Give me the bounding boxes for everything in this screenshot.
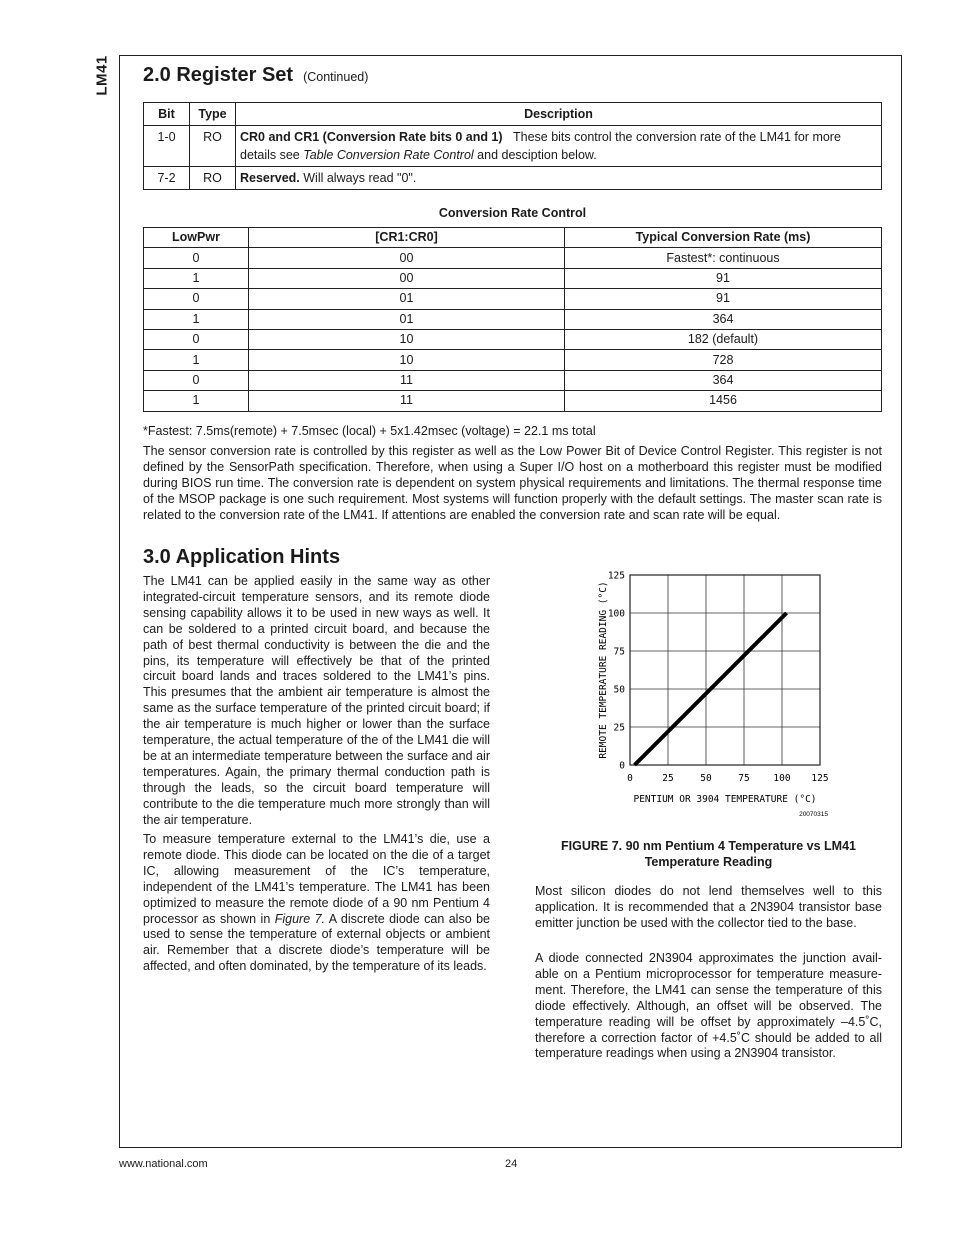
- x-tick-label: 75: [738, 773, 750, 784]
- table-row: [144, 167, 882, 190]
- cell: 0: [144, 248, 249, 268]
- table-row: [144, 391, 882, 411]
- x-axis-label: PENTIUM OR 3904 TEMPERATURE (°C): [633, 794, 817, 805]
- table-row: [144, 329, 882, 349]
- section-2-heading: 2.0 Register Set (Continued): [143, 64, 369, 86]
- figure-caption: FIGURE 7. 90 nm Pentium 4 Temperature vs LM41 Temperature Reading: [561, 839, 856, 869]
- y-tick-label: 50: [613, 684, 625, 696]
- cell: 1: [144, 268, 249, 288]
- y-tick-label: 25: [613, 722, 625, 734]
- cell: 1: [144, 391, 249, 411]
- rate-table-caption: Conversion Rate Control: [438, 206, 587, 220]
- cell: 0: [144, 370, 249, 390]
- table-row: [144, 370, 882, 390]
- cell: 1: [144, 350, 249, 370]
- left-paragraph-2: To measure temperature external to the LM41’s die, use a remote diode. This diode can be located on the die of a target IC, allowing measurement of the IC’s temperature, independent of the LM41’s temperature. The LM41 has been optimized to measure the remote diode of a 90 nm Pentium 4 processor as shown in Figure 7. A discrete diode can also be used to sense the temperature of external objects or ambient air. Remember that a discrete diode’s temperature will be affected, and often dominated, by the temperature of its leads.: [143, 832, 491, 974]
- cell: 11: [249, 391, 565, 411]
- table-row: [144, 126, 882, 167]
- cell-type: RO: [190, 126, 236, 167]
- header-lowpwr: LowPwr: [144, 228, 249, 248]
- table-row: [144, 248, 882, 268]
- footnote: *Fastest: 7.5ms(remote) + 7.5msec (local) + 5x1.42msec (voltage) = 22.1 ms total: [143, 424, 596, 438]
- temperature-chart: [580, 565, 855, 825]
- figure-id: 20070315: [799, 811, 828, 818]
- cell-bit: 1-0: [144, 126, 190, 167]
- cell: 1456: [565, 391, 882, 411]
- right-paragraph-2: A diode connected 2N3904 approximates the junction avail-able on a Pentium microprocessor for temperature measure-ment. Therefore, the LM41 can sense the temperature of this diode effectively. Although, an offset will be observed. The temperature reading will be offset by approximately –4.5˚C, therefore a correction factor of +4.5˚C should be added to all temperature readings when using a 2N3904 transistor.: [535, 951, 882, 1061]
- x-tick-label: 100: [773, 773, 791, 784]
- cell: 91: [565, 268, 882, 288]
- cell: 11: [249, 370, 565, 390]
- y-tick-label: 125: [607, 570, 625, 582]
- cell-description: Reserved. Will always read "0".: [236, 167, 882, 190]
- side-label: LM41: [93, 55, 111, 96]
- cell: 01: [249, 289, 565, 309]
- x-tick-label: 50: [700, 773, 712, 784]
- table-row: [144, 289, 882, 309]
- y-tick-label: 100: [607, 608, 625, 620]
- cell: 01: [249, 309, 565, 329]
- header-rate: Typical Conversion Rate (ms): [565, 228, 882, 248]
- cell: 91: [565, 289, 882, 309]
- cell-bit: 7-2: [144, 167, 190, 190]
- page-number: 24: [505, 1158, 518, 1170]
- y-tick-label: 75: [613, 646, 625, 658]
- cell: 728: [565, 350, 882, 370]
- x-tick-label: 125: [811, 773, 829, 784]
- cell: 364: [565, 370, 882, 390]
- cell: 10: [249, 350, 565, 370]
- header-description: Description: [236, 103, 882, 126]
- footer-url[interactable]: www.national.com: [119, 1158, 208, 1170]
- register-table: [143, 102, 882, 190]
- section-3-heading: 3.0 Application Hints: [143, 546, 341, 568]
- cell: 0: [144, 289, 249, 309]
- cell: Fastest*: continuous: [565, 248, 882, 268]
- x-tick-label: 0: [627, 773, 633, 784]
- header-cr: [CR1:CR0]: [249, 228, 565, 248]
- sensor-paragraph: The sensor conversion rate is controlled by this register as well as the Low Power Bit of Device Control Register. This register is not defined by the SensorPath specification. Therefore, when using a Super I/O host on a motherboard this register must be modified during BIOS run time. The conversion rate is dependent on system physical requirements and limitations. The thermal response time of the MSOP package is one such requirement. Most systems will function properly with the default settings. The master scan rate is related to the conversion rate of the LM41. If attentions are enabled the conversion rate and scan rate will be equal.: [143, 444, 882, 522]
- header-bit: Bit: [144, 103, 190, 126]
- cell: 00: [249, 248, 565, 268]
- x-tick-label: 25: [662, 773, 674, 784]
- y-tick-label: 0: [619, 760, 625, 772]
- cell-type: RO: [190, 167, 236, 190]
- y-axis-label: REMOTE TEMPERATURE READING (°C): [598, 581, 609, 759]
- table-row: [144, 350, 882, 370]
- conversion-rate-table: [143, 227, 882, 412]
- cell: 364: [565, 309, 882, 329]
- plot-frame: [630, 575, 820, 765]
- left-paragraph-1: The LM41 can be applied easily in the same way as other integrated-circuit temperature sensors, and its remote diode sensing capability allows it to be used in new ways as well. It can be soldered to a printed circuit board, and because the path of best thermal conductivity is between the die and the pins, its temperature will effectively be that of the printed circuit board lands and traces soldered to the LM41’s pins. This presumes that the ambient air temperature is almost the same as the surface temperature of the printed circuit board; if the air temperature is much higher or lower than the surface temperature, the actual temperature of the of the LM41 die will be at an intermediate temperature between the surface and air temperatures. Again, the primary thermal conduction path is through the leads, so the circuit board temperature will contribute to the die temperature much more strongly than will the air temperature.: [143, 574, 490, 827]
- table-row: [144, 268, 882, 288]
- cell: 10: [249, 329, 565, 349]
- header-type: Type: [190, 103, 236, 126]
- table-row: [144, 309, 882, 329]
- cell: 00: [249, 268, 565, 288]
- cell: 0: [144, 329, 249, 349]
- cell: 182 (default): [565, 329, 882, 349]
- cell: 1: [144, 309, 249, 329]
- cell-description: CR0 and CR1 (Conversion Rate bits 0 and 1) These bits control the conversion rate of the LM41 for more details see Table Conversion Rate Control and desciption below.: [236, 126, 882, 167]
- right-paragraph-1: Most silicon diodes do not lend themselves well to this application. It is recommended that a 2N3904 transistor base emitter junction be used with the collector tied to the base.: [535, 884, 882, 930]
